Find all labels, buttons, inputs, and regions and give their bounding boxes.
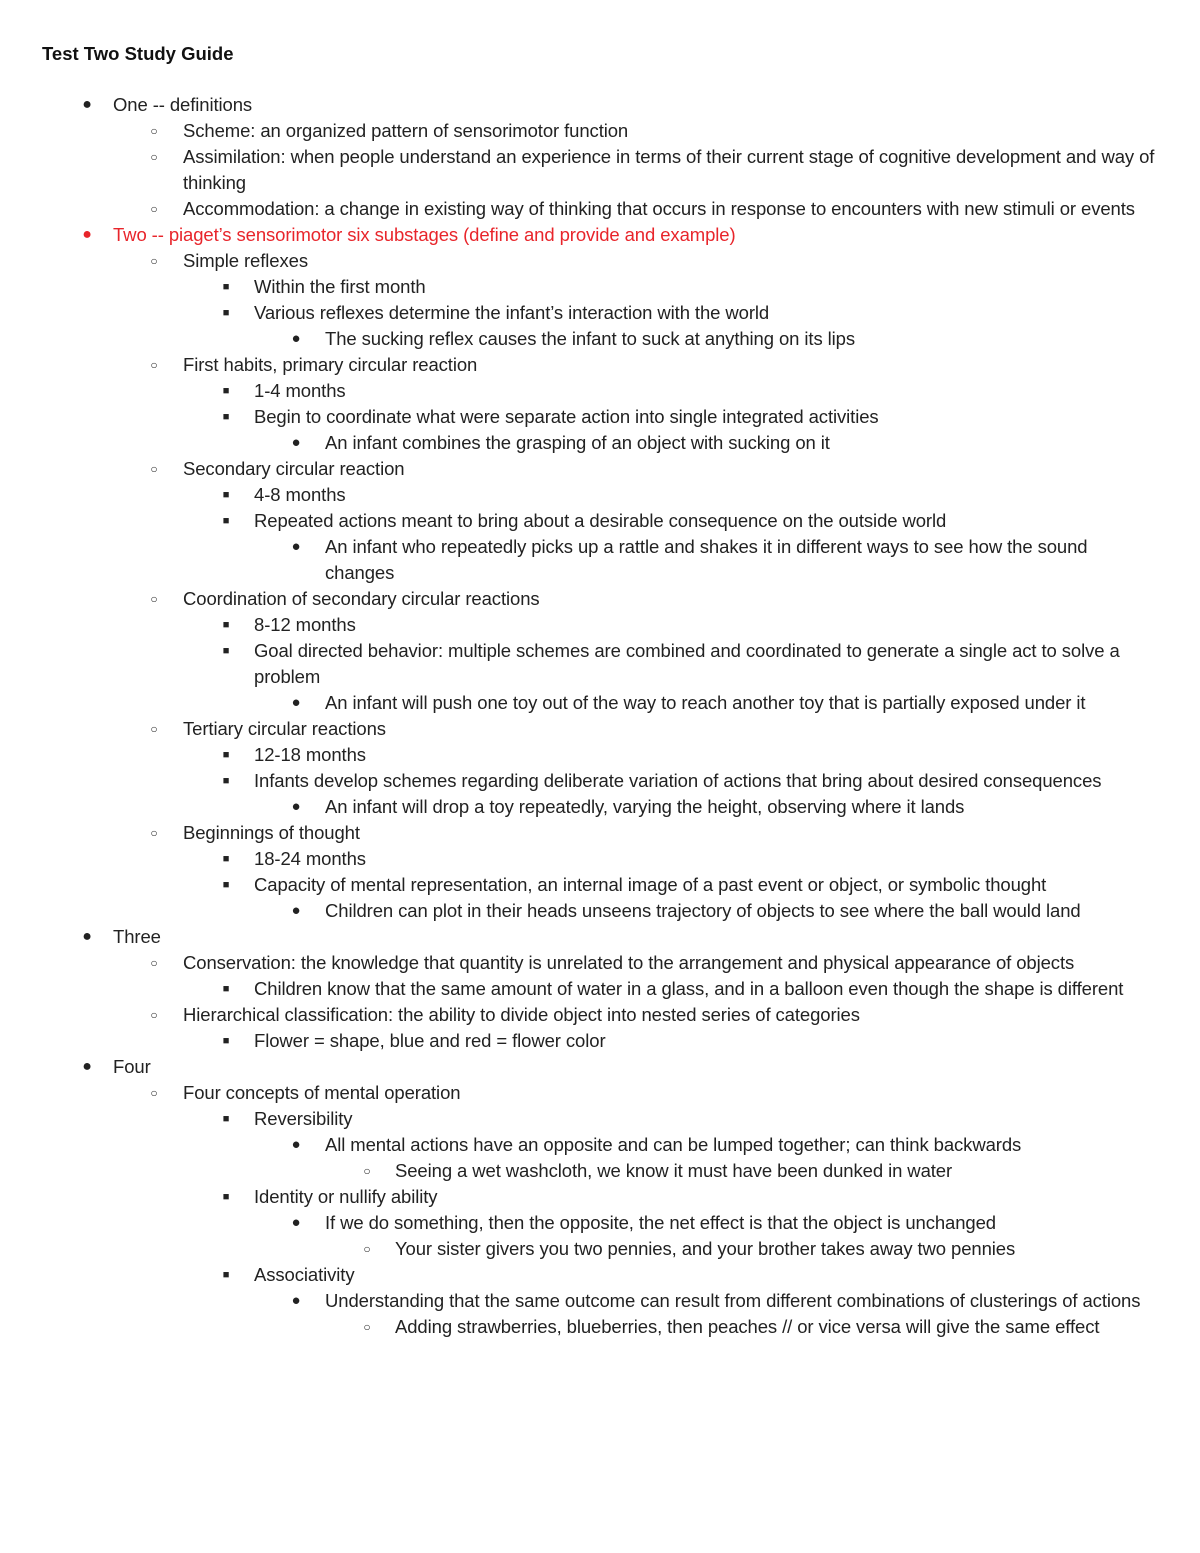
outline-list (0, 92, 1200, 1340)
outline-item-level-3 (0, 898, 1200, 924)
outline-item-text: 4-8 months (254, 484, 346, 505)
outline-item-level-2 (0, 274, 1200, 300)
outline-item-level-2 (0, 378, 1200, 404)
outline-item-level-2 (0, 1262, 1200, 1288)
bullet-circle-icon: ○ (363, 1320, 371, 1334)
outline-item-text: Various reflexes determine the infant’s interaction with the world (254, 302, 770, 323)
outline-item-level-2 (0, 742, 1200, 768)
outline-item-text: Identity or nullify ability (254, 1186, 438, 1207)
outline-item-level-0 (0, 222, 1200, 248)
outline-item-text: An infant will drop a toy repeatedly, varying the height, observing where it lands (325, 796, 965, 817)
bullet-dot-icon: ● (291, 1214, 301, 1231)
bullet-square-icon: ■ (222, 411, 230, 423)
outline-item-text: An infant will push one toy out of the way to reach another toy that is partially exposed under it (325, 692, 1086, 713)
bullet-circle-icon: ○ (363, 1164, 371, 1178)
outline-item-level-3 (0, 690, 1200, 716)
bullet-circle-icon: ○ (150, 592, 158, 606)
outline-item-level-1 (0, 456, 1200, 482)
bullet-square-icon: ■ (222, 1035, 230, 1047)
outline-item-text: Within the first month (254, 276, 426, 297)
outline-item-text: Scheme: an organized pattern of sensorimotor function (183, 120, 629, 141)
outline-item-level-3 (0, 1288, 1200, 1314)
outline-item-text: Hierarchical classification: the ability to divide object into nested series of categories (183, 1004, 860, 1025)
bullet-circle-icon: ○ (150, 202, 158, 216)
outline-item-level-1 (0, 196, 1200, 222)
outline-item-text: Beginnings of thought (183, 822, 360, 843)
outline-item-text: Secondary circular reaction (183, 458, 405, 479)
outline-item-text: Tertiary circular reactions (183, 718, 386, 739)
document-title: Test Two Study Guide (42, 43, 234, 64)
outline-item-level-2 (0, 482, 1200, 508)
bullet-dot-icon: ● (291, 434, 301, 451)
bullet-dot-icon: ● (82, 928, 92, 945)
bullet-circle-icon: ○ (150, 358, 158, 372)
outline-item-text: Your sister givers you two pennies, and your brother takes away two pennies (395, 1238, 1016, 1259)
outline-item-level-1 (0, 352, 1200, 378)
bullet-square-icon: ■ (222, 1113, 230, 1125)
bullet-square-icon: ■ (222, 1191, 230, 1203)
outline-item-text: Adding strawberries, blueberries, then peaches // or vice versa will give the same effect (395, 1316, 1100, 1337)
bullet-dot-icon: ● (291, 902, 301, 919)
outline-item-level-1 (0, 820, 1200, 846)
bullet-circle-icon: ○ (150, 254, 158, 268)
outline-item-level-3 (0, 1210, 1200, 1236)
outline-item-level-4 (0, 1158, 1200, 1184)
outline-item-level-2 (0, 300, 1200, 326)
bullet-dot-icon: ● (291, 694, 301, 711)
outline-item-level-3 (0, 326, 1200, 352)
outline-item-level-1 (0, 950, 1200, 976)
outline-item-text: Two -- piaget’s sensorimotor six substages (define and provide and example) (113, 224, 736, 245)
outline-item-text: Assimilation: when people understand an experience in terms of their current stage of cognitive development and way of thinking (183, 146, 1155, 193)
outline-item-level-2 (0, 1028, 1200, 1054)
outline-item-text: Coordination of secondary circular reactions (183, 588, 540, 609)
bullet-circle-icon: ○ (150, 1008, 158, 1022)
bullet-square-icon: ■ (222, 983, 230, 995)
outline-item-level-3 (0, 534, 1200, 586)
outline-item-level-3 (0, 794, 1200, 820)
bullet-circle-icon: ○ (150, 462, 158, 476)
bullet-square-icon: ■ (222, 749, 230, 761)
outline-item-level-2 (0, 638, 1200, 690)
bullet-square-icon: ■ (222, 619, 230, 631)
bullet-square-icon: ■ (222, 853, 230, 865)
bullet-square-icon: ■ (222, 281, 230, 293)
outline-item-text: The sucking reflex causes the infant to suck at anything on its lips (325, 328, 855, 349)
outline-item-level-2 (0, 404, 1200, 430)
outline-item-level-2 (0, 976, 1200, 1002)
outline-item-text: An infant combines the grasping of an object with sucking on it (325, 432, 830, 453)
bullet-square-icon: ■ (222, 775, 230, 787)
outline-item-text: Seeing a wet washcloth, we know it must have been dunked in water (395, 1160, 953, 1181)
outline-item-text: Four (113, 1056, 151, 1077)
outline-item-text: Children know that the same amount of water in a glass, and in a balloon even though the shape is different (254, 978, 1124, 999)
outline-item-text: Conservation: the knowledge that quantity is unrelated to the arrangement and physical appearance of objects (183, 952, 1075, 973)
outline-item-level-2 (0, 768, 1200, 794)
outline-item-text: One -- definitions (113, 94, 253, 115)
outline-item-text: Repeated actions meant to bring about a desirable consequence on the outside world (254, 510, 947, 531)
bullet-square-icon: ■ (222, 515, 230, 527)
outline-item-text: Infants develop schemes regarding deliberate variation of actions that bring about desired consequences (254, 770, 1102, 791)
bullet-circle-icon: ○ (150, 124, 158, 138)
outline-item-text: Flower = shape, blue and red = flower color (254, 1030, 606, 1051)
bullet-square-icon: ■ (222, 489, 230, 501)
outline-item-level-2 (0, 1184, 1200, 1210)
bullet-dot-icon: ● (82, 96, 92, 113)
outline-item-text: If we do something, then the opposite, the net effect is that the object is unchanged (325, 1212, 996, 1233)
bullet-square-icon: ■ (222, 645, 230, 657)
outline-item-level-1 (0, 586, 1200, 612)
outline-item-level-2 (0, 872, 1200, 898)
outline-item-level-1 (0, 144, 1200, 196)
bullet-circle-icon: ○ (150, 1086, 158, 1100)
bullet-square-icon: ■ (222, 307, 230, 319)
outline-item-level-1 (0, 1002, 1200, 1028)
bullet-dot-icon: ● (291, 1136, 301, 1153)
outline-item-text: Children can plot in their heads unseens trajectory of objects to see where the ball would land (325, 900, 1081, 921)
outline-item-text: 12-18 months (254, 744, 366, 765)
outline-item-text: Four concepts of mental operation (183, 1082, 461, 1103)
outline-item-level-3 (0, 430, 1200, 456)
outline-item-text: First habits, primary circular reaction (183, 354, 478, 375)
bullet-dot-icon: ● (82, 226, 92, 243)
bullet-circle-icon: ○ (150, 956, 158, 970)
outline-item-level-2 (0, 612, 1200, 638)
outline-item-level-3 (0, 1132, 1200, 1158)
outline-item-level-4 (0, 1314, 1200, 1340)
bullet-dot-icon: ● (291, 538, 301, 555)
outline-item-text: 8-12 months (254, 614, 356, 635)
bullet-square-icon: ■ (222, 1269, 230, 1281)
outline-item-text: 18-24 months (254, 848, 366, 869)
bullet-dot-icon: ● (82, 1058, 92, 1075)
outline-item-level-1 (0, 716, 1200, 742)
bullet-circle-icon: ○ (150, 826, 158, 840)
outline-item-level-1 (0, 118, 1200, 144)
bullet-square-icon: ■ (222, 385, 230, 397)
outline-item-text: All mental actions have an opposite and can be lumped together; can think backwards (325, 1134, 1022, 1155)
bullet-square-icon: ■ (222, 879, 230, 891)
outline-item-text: Reversibility (254, 1108, 353, 1129)
outline-item-level-0 (0, 1054, 1200, 1080)
outline-item-level-4 (0, 1236, 1200, 1262)
outline-item-text: Simple reflexes (183, 250, 308, 271)
outline-item-level-0 (0, 924, 1200, 950)
bullet-dot-icon: ● (291, 798, 301, 815)
bullet-dot-icon: ● (291, 1292, 301, 1309)
outline-item-text: Goal directed behavior: multiple schemes are combined and coordinated to generate a single act to solve a problem (254, 640, 1120, 687)
outline-item-text: Three (113, 926, 161, 947)
bullet-circle-icon: ○ (363, 1242, 371, 1256)
outline-item-text: Associativity (254, 1264, 355, 1285)
outline-item-level-2 (0, 846, 1200, 872)
bullet-dot-icon: ● (291, 330, 301, 347)
outline-item-level-0 (0, 92, 1200, 118)
bullet-circle-icon: ○ (150, 722, 158, 736)
outline-item-text: An infant who repeatedly picks up a rattle and shakes it in different ways to see how the sound changes (325, 536, 1088, 583)
outline-item-text: Begin to coordinate what were separate action into single integrated activities (254, 406, 879, 427)
outline-item-text: Accommodation: a change in existing way of thinking that occurs in response to encounters with new stimuli or events (183, 198, 1135, 219)
outline-item-level-2 (0, 508, 1200, 534)
outline-item-text: Understanding that the same outcome can result from different combinations of clusterings of actions (325, 1290, 1141, 1311)
outline-item-level-2 (0, 1106, 1200, 1132)
bullet-circle-icon: ○ (150, 150, 158, 164)
outline-item-text: 1-4 months (254, 380, 346, 401)
outline-item-text: Capacity of mental representation, an internal image of a past event or object, or symbolic thought (254, 874, 1047, 895)
outline-item-level-1 (0, 248, 1200, 274)
outline-item-level-1 (0, 1080, 1200, 1106)
